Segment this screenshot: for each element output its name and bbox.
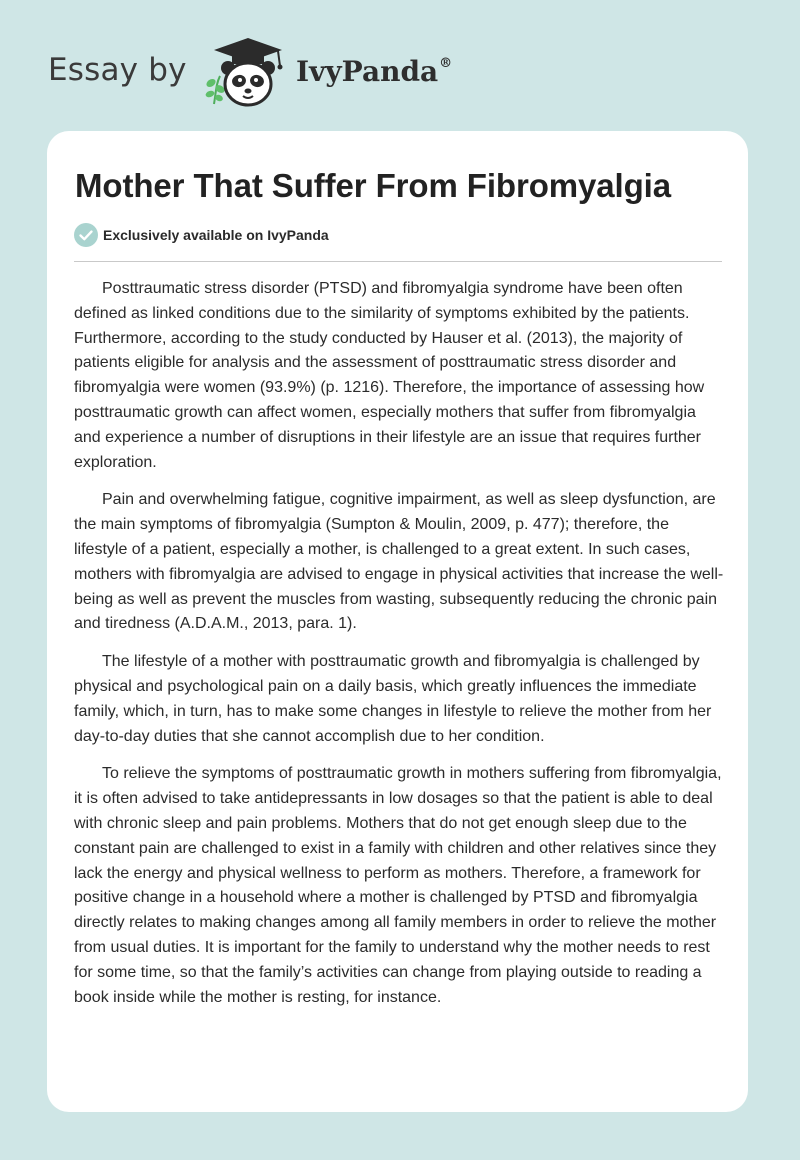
brand-name[interactable] [296, 55, 452, 88]
title-divider [74, 261, 722, 262]
page-title: Mother That Suffer From Fibromyalgia [75, 167, 671, 204]
exclusive-badge-label: Exclusively available on IvyPanda [103, 227, 329, 243]
exclusive-badge [74, 223, 329, 247]
paragraph: Posttraumatic stress disorder (PTSD) and fibromyalgia syndrome have been often defined as linked conditions due to the similarity of symptoms exhibited by the patients. Furthermore, according to the study conducted by Hauser et al. (2013), the majority of patients eligible for analysis and the assessment of posttraumatic stress disorder and fibromyalgia were women (93.9%) (p. 1216). Therefore, the importance of assessing how posttraumatic growth can affect women, especially mothers that suffer from fibromyalgia and experience a number of disruptions in their lifestyle are an issue that requires further exploration. [74, 280, 705, 471]
brand-text: IvyPanda [296, 55, 439, 88]
paragraph: The lifestyle of a mother with posttraumatic growth and fibromyalgia is challenged by physical and psychological pain on a daily basis, which greatly influences the immediate family, which, in turn, has to make some changes in lifestyle to relieve the mother from her day-to-day duties that she cannot accomplish due to her condition. [74, 653, 712, 745]
essay-by-label: Essay by [48, 52, 187, 88]
check-circle-icon [74, 223, 98, 247]
site-header [0, 0, 800, 130]
paragraph: To relieve the symptoms of posttraumatic growth in mothers suffering from fibromyalgia, it is often advised to take antidepressants in low dosages so that the patient is able to deal with chronic sleep and pain problems. Mothers that do not get enough sleep due to the constant pain are challenged to exist in a family with children and other relatives since they lack the energy and physical wellness to perform as mothers. Therefore, a framework for positive change in a household where a mother is challenged by PTSD and fibromyalgia directly relates to making changes among all family members in order to relieve the mother from usual duties. It is important for the family to understand why the mother needs to rest for some time, so that the family’s activities can change from playing outside to reading a book inside while the mother is resting, for instance. [74, 765, 722, 1006]
panda-graduate-icon[interactable] [200, 34, 292, 110]
registered-mark: ® [439, 56, 453, 71]
essay-body [74, 277, 724, 1023]
essay-card [47, 131, 748, 1112]
paragraph: Pain and overwhelming fatigue, cognitive impairment, as well as sleep dysfunction, are the main symptoms of fibromyalgia (Sumpton & Moulin, 2009, p. 477); therefore, the lifestyle of a patient, especially a mother, is challenged to a great extent. In such cases, mothers with fibromyalgia are advised to engage in physical activities that increase the well-being as well as prevent the muscles from wasting, subsequently reducing the chronic pain and tiredness (A.D.A.M., 2013, para. 1). [74, 491, 724, 633]
